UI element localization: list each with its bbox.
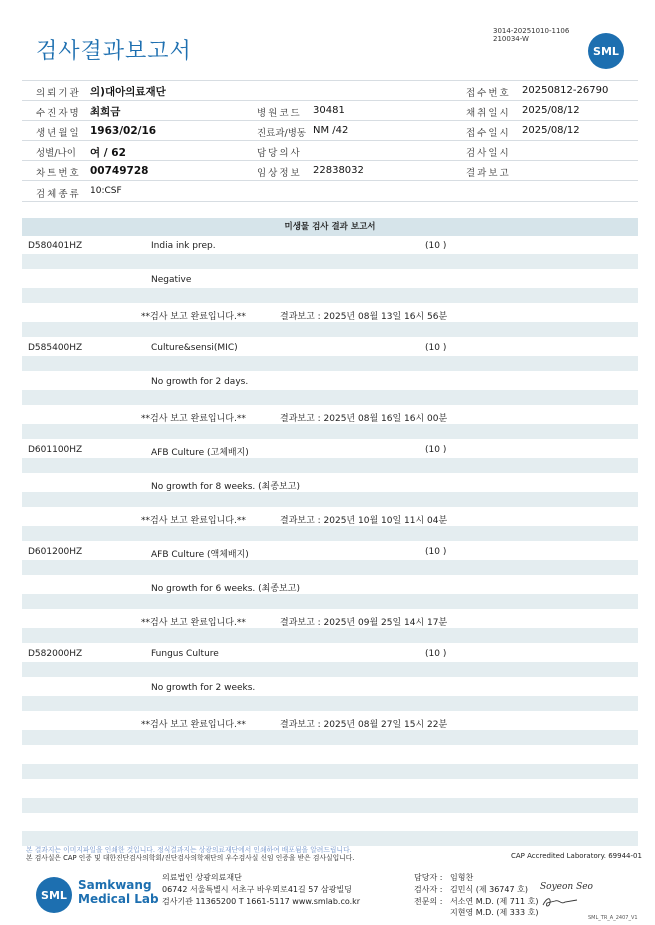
test-result: No growth for 2 days. xyxy=(151,377,249,387)
requester-value: 의)대아의료재단 xyxy=(90,86,166,98)
company-name-line1: Samkwang xyxy=(78,878,152,892)
row-stripe xyxy=(22,526,638,541)
divider xyxy=(22,140,638,141)
divider xyxy=(22,100,638,101)
test-code: D585400HZ xyxy=(28,343,83,353)
org-name: 의료법인 상광의료재단 xyxy=(162,873,242,882)
document-id-line2: 210034-W xyxy=(493,35,529,43)
receipt-date-label: 접수일시 xyxy=(466,128,511,139)
expert-2: 지현영 M.D. (제 333 호) xyxy=(450,908,539,917)
test-count: (10 ) xyxy=(425,445,447,455)
row-stripe xyxy=(22,458,638,473)
row-stripe xyxy=(22,764,638,779)
test-name: AFB Culture (고체배지) xyxy=(151,448,249,458)
dob-value: 1963/02/16 xyxy=(90,125,157,137)
expert-label: 전문의 : xyxy=(414,897,443,906)
row-stripe xyxy=(22,696,638,711)
charge-label: 담당자 : xyxy=(414,873,443,882)
row-stripe xyxy=(22,662,638,677)
row-stripe xyxy=(22,798,638,813)
receipt-no-value: 20250812-26790 xyxy=(522,85,609,96)
dept-label: 진료과/병동 xyxy=(257,128,307,139)
divider xyxy=(22,80,638,81)
org-address: 06742 서울특별시 서초구 바우뫼로41길 57 삼광빌딩 xyxy=(162,885,352,894)
test-name: Fungus Culture xyxy=(151,649,219,659)
expert-1: 서소연 M.D. (제 711 호) xyxy=(450,897,539,906)
sex-age-value: 여 / 62 xyxy=(90,147,126,159)
row-stripe xyxy=(22,730,638,745)
company-name-line2: Medical Lab xyxy=(78,892,159,906)
test-name: India ink prep. xyxy=(151,241,216,251)
company-name xyxy=(78,878,159,906)
collection-label: 채취일시 xyxy=(466,108,511,119)
test-result: No growth for 8 weeks. (최종보고) xyxy=(151,482,300,492)
report-time: 결과보고 : 2025년 09월 25일 14시 17분 xyxy=(280,618,448,628)
row-stripe xyxy=(22,254,638,269)
page-title: 검사결과보고서 xyxy=(36,39,192,64)
row-stripe xyxy=(22,628,638,643)
receipt-date-value: 2025/08/12 xyxy=(522,125,580,136)
test-result: Negative xyxy=(151,275,192,285)
chart-label: 차트번호 xyxy=(36,168,81,179)
footer-note-cap: 본 검사실은 CAP 인증 및 대한진단검사의학회/진단검사의학재단의 우수검사실 신임 인증을 받은 검사실입니다. xyxy=(26,854,355,862)
report-complete: **검사 보고 완료입니다.** xyxy=(141,312,246,322)
requester-label: 의뢰기관 xyxy=(36,88,81,99)
hospital-code-label: 병원코드 xyxy=(257,108,302,119)
report-complete: **검사 보고 완료입니다.** xyxy=(141,414,246,424)
document-id-line1: 3014-20251010-1106 xyxy=(493,27,570,35)
signature-seo: Soyeon Seo xyxy=(540,882,593,892)
report-complete: **검사 보고 완료입니다.** xyxy=(141,516,246,526)
organization-info xyxy=(162,872,360,908)
patient-value: 최희금 xyxy=(90,106,121,118)
org-contact: 검사기관 11365200 T 1661-5117 www.smlab.co.kr xyxy=(162,897,361,906)
test-name: Culture&sensi(MIC) xyxy=(151,343,238,353)
sml-logo: SML xyxy=(588,33,624,69)
row-stripe xyxy=(22,322,638,337)
charge-value: 임형찬 xyxy=(450,873,474,882)
row-stripe xyxy=(22,560,638,575)
report-time: 결과보고 : 2025년 10월 10일 11시 04분 xyxy=(280,516,448,526)
test-result: No growth for 2 weeks. xyxy=(151,683,256,693)
test-count: (10 ) xyxy=(425,343,447,353)
row-stripe xyxy=(22,492,638,507)
row-stripe xyxy=(22,594,638,609)
clinical-value: 22838032 xyxy=(313,165,364,176)
cap-accreditation: CAP Accredited Laboratory. 69944-01 xyxy=(511,852,642,860)
divider xyxy=(22,120,638,121)
results-title: 미생물 검사 결과 보고서 xyxy=(22,218,638,236)
patient-label: 수진자명 xyxy=(36,108,81,119)
receipt-no-label: 접수번호 xyxy=(466,88,511,99)
hospital-code-value: 30481 xyxy=(313,105,345,116)
test-name: AFB Culture (액체배지) xyxy=(151,550,249,560)
test-code: D601200HZ xyxy=(28,547,83,557)
test-code: D601100HZ xyxy=(28,445,83,455)
divider xyxy=(22,180,638,181)
divider xyxy=(22,201,638,202)
dob-label: 생년월일 xyxy=(36,128,81,139)
report-time: 결과보고 : 2025년 08월 16일 16시 00분 xyxy=(280,414,448,424)
tester-value: 김민식 (제 36747 호) xyxy=(450,885,528,894)
row-stripe xyxy=(22,288,638,303)
row-stripe xyxy=(22,390,638,405)
row-stripe xyxy=(22,356,638,371)
document-id xyxy=(493,27,569,43)
chart-value: 00749728 xyxy=(90,165,149,177)
test-count: (10 ) xyxy=(425,547,447,557)
report-time: 결과보고 : 2025년 08월 27일 15시 22분 xyxy=(280,720,448,730)
clinical-label: 임상정보 xyxy=(257,168,302,179)
test-result: No growth for 6 weeks. (최종보고) xyxy=(151,584,300,594)
dept-value: NM /42 xyxy=(313,125,349,136)
report-complete: **검사 보고 완료입니다.** xyxy=(141,720,246,730)
test-count: (10 ) xyxy=(425,241,447,251)
doctor-label: 담당의사 xyxy=(257,148,302,159)
test-date-label: 검사일시 xyxy=(466,148,511,159)
test-count: (10 ) xyxy=(425,649,447,659)
sml-footer-logo: SML xyxy=(36,877,72,913)
divider xyxy=(22,160,638,161)
collection-value: 2025/08/12 xyxy=(522,105,580,116)
footer-note-print: 본 결과지는 이미지파일을 인쇄한 것입니다. 정식결과지는 상광의료재단에서 인쇄하여 배포됨을 알려드립니다. xyxy=(26,846,352,854)
report-time: 결과보고 : 2025년 08월 13일 16시 56분 xyxy=(280,312,448,322)
specimen-label: 검체종류 xyxy=(36,189,81,200)
row-stripe xyxy=(22,424,638,439)
test-code: D582000HZ xyxy=(28,649,83,659)
test-code: D580401HZ xyxy=(28,241,83,251)
report-label: 결과보고 xyxy=(466,168,511,179)
report-complete: **검사 보고 완료입니다.** xyxy=(141,618,246,628)
tester-label: 검사자 : xyxy=(414,885,443,894)
form-id: SML_TR_A_2407_V1 xyxy=(588,915,638,921)
sex-age-label: 성별/나이 xyxy=(36,148,76,159)
signature-ji xyxy=(541,895,579,909)
specimen-value: 10:CSF xyxy=(90,186,122,196)
